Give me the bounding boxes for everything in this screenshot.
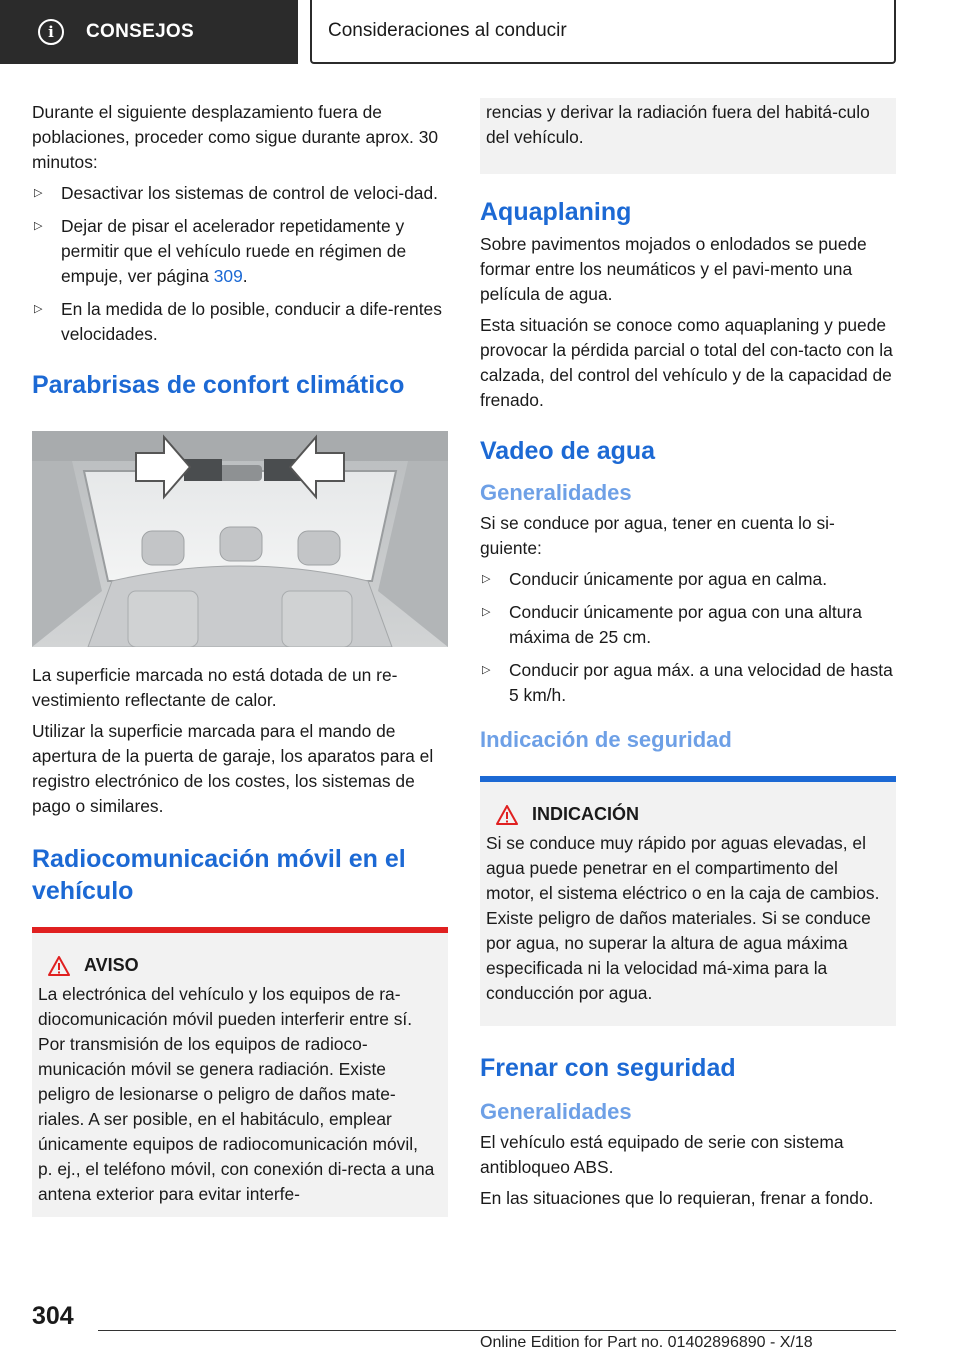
list-item: ▷ Conducir únicamente por agua en calma. (480, 567, 896, 592)
list-item: ▷ Conducir por agua máx. a una velocidad de hasta 5 km/h. (482, 660, 893, 705)
heading-aquaplaning: Aquaplaning (480, 198, 632, 226)
edition-note: Online Edition for Part no. 01402896890 - X/18 (480, 1334, 813, 1351)
triangle-bullet-icon: ▷ (482, 606, 491, 618)
section-tab (0, 0, 298, 64)
triangle-bullet-icon: ▷ (482, 573, 491, 585)
triangle-bullet-icon: ▷ (34, 187, 43, 199)
subheading-indicacion: Indicación de seguridad (480, 727, 732, 752)
warning-text: La electrónica del vehículo y los equipos de ra‐diocomunicación móvil pueden interferir entre sí. Por transmisión de los equipos de radioco‐municación móvil se genera radiación. Existe peligro de lesionarse o peligro de daños mate‐riales. A ser posible, en el habitáculo, emplear únicamente equipos de radiocomunicación móvil, p. ej., el teléfono móvil, con conexión di‐recta a una antena exterior para evitar interfe‐ (38, 984, 435, 1204)
list-item: ▷ Desactivar los sistemas de control de veloci‐dad. (32, 181, 448, 206)
heading-frenar: Frenar con seguridad (480, 1054, 736, 1082)
list-item: ▷ Conducir únicamente por agua con una altura máxima de 25 cm. (482, 602, 862, 647)
chapter-header (310, 0, 896, 64)
chapter-title: Consideraciones al conducir (328, 20, 567, 41)
page-link-309[interactable]: 309 (213, 266, 243, 286)
heading-vadeo: Vadeo de agua (480, 437, 656, 465)
notice-title: INDICACIÓN (532, 804, 639, 824)
warning-triangle-icon (496, 805, 518, 825)
warning-box (32, 927, 448, 1217)
aquaplaning-paragraph-2: Esta situación se conoce como aquaplaning y puede provocar la pérdida parcial o total del con‐tacto con la calzada, del control del vehículo y de la capacidad de frenado. (480, 315, 893, 410)
vadeo-paragraph: Si se conduce por agua, tener en cuenta lo si‐guiente: (480, 513, 835, 558)
warning-triangle-icon (48, 956, 70, 976)
list-item: ▷ Dejar de pisar el acelerador repetidamente y permitir que el vehículo ruede en régimen de empuje, ver página 309. (34, 216, 407, 286)
notice-box (480, 776, 896, 1026)
parabrisas-paragraph-2: Utilizar la superficie marcada para el mando de apertura de la puerta de garaje, los aparatos para el registro electrónico de los costes, los sistemas de pago o similares. (32, 721, 434, 816)
intro-paragraph: Durante el siguiente desplazamiento fuera de poblaciones, proceder como sigue durante aprox. 30 minutos: (32, 102, 439, 172)
warning-continuation-text: rencias y derivar la radiación fuera del habitá‐culo del vehículo. (486, 102, 870, 147)
procedure-list (32, 181, 448, 347)
right-column (480, 100, 896, 1217)
car-interior-illustration (32, 431, 448, 647)
section-tag: CONSEJOS (86, 21, 194, 42)
vadeo-list (480, 567, 896, 708)
subheading-generalidades-1: Generalidades (480, 480, 632, 505)
parabrisas-paragraph-1: La superficie marcada no está dotada de un re‐vestimiento reflectante de calor. (32, 665, 398, 710)
triangle-bullet-icon: ▷ (34, 220, 43, 232)
left-column (32, 100, 448, 1217)
windshield-figure (32, 431, 448, 647)
triangle-bullet-icon: ▷ (34, 303, 43, 315)
page-number: 304 (32, 1302, 74, 1330)
subheading-generalidades-2: Generalidades (480, 1099, 632, 1124)
list-item: ▷ En la medida de lo posible, conducir a dife‐rentes velocidades. (34, 299, 442, 344)
warning-continuation (480, 98, 896, 174)
warning-title: AVISO (84, 955, 139, 975)
heading-radio: Radiocomunicación móvil en el vehículo (32, 845, 406, 905)
heading-parabrisas: Parabrisas de confort climático (32, 371, 405, 399)
footer-divider (98, 1330, 896, 1331)
info-icon: i (38, 19, 64, 45)
frenar-paragraph-1: El vehículo está equipado de serie con sistema antibloqueo ABS. (480, 1132, 844, 1177)
frenar-paragraph-2: En las situaciones que lo requieran, frenar a fondo. (480, 1188, 874, 1208)
notice-text: Si se conduce muy rápido por aguas elevadas, el agua puede penetrar en el compartimento del motor, el sistema eléctrico o en la caja de cambios. Existe peligro de daños materiales. Si se conduce por agua, no superar la altura de agua máxima especificada ni la velocidad má‐xima para la conducción por agua. (486, 833, 880, 1003)
aquaplaning-paragraph-1: Sobre pavimentos mojados o enlodados se puede formar entre los neumáticos y el pavi‐mento una película de agua. (480, 234, 867, 304)
triangle-bullet-icon: ▷ (482, 664, 491, 676)
